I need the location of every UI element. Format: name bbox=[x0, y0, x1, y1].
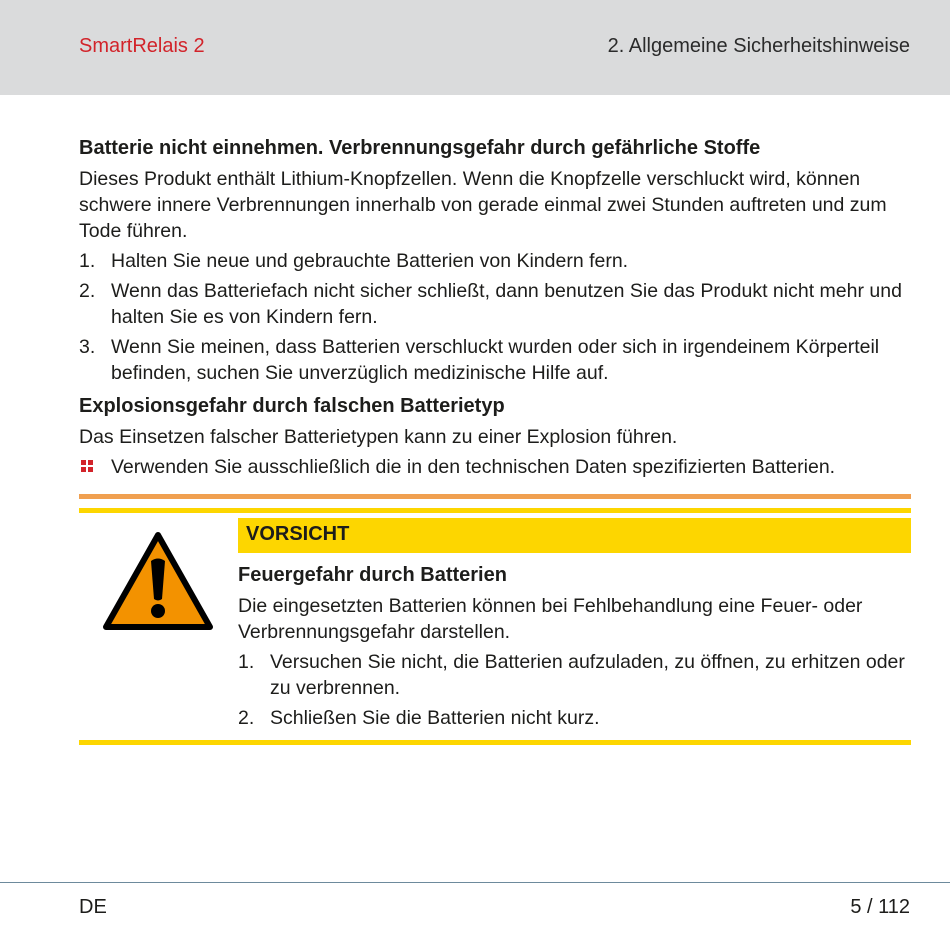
list-number: 2. bbox=[238, 707, 255, 729]
bullet-text: Verwenden Sie ausschließlich die in den technischen Daten spezifizierten Batterien. bbox=[111, 456, 836, 478]
footer-page-number: 5 / 112 bbox=[850, 896, 910, 918]
bullet-item bbox=[79, 454, 911, 480]
chapter-title: 2. Allgemeine Sicherheitshinweise bbox=[607, 35, 910, 57]
footer-rule bbox=[0, 882, 950, 883]
list-number: 1. bbox=[79, 250, 96, 272]
list-item bbox=[238, 649, 911, 701]
list-number: 3. bbox=[79, 336, 96, 358]
list-item bbox=[79, 334, 911, 386]
footer-language: DE bbox=[79, 896, 107, 918]
list-text: Schließen Sie die Batterien nicht kurz. bbox=[270, 707, 600, 729]
red-square-bullet-icon bbox=[81, 460, 93, 472]
list-text: Halten Sie neue und gebrauchte Batterien von Kindern fern. bbox=[111, 250, 629, 272]
list-number: 1. bbox=[238, 651, 255, 673]
caution-label: VORSICHT bbox=[246, 523, 350, 545]
separator-rule bbox=[79, 494, 911, 499]
list-text: Versuchen Sie nicht, die Batterien aufzuladen, zu öffnen, zu erhitzen oder zu verbrennen. bbox=[270, 651, 905, 699]
list-number: 2. bbox=[79, 280, 96, 302]
list-text: Wenn das Batteriefach nicht sicher schließt, dann benutzen Sie das Produkt nicht mehr und halten Sie es von Kindern fern. bbox=[111, 280, 902, 328]
section-heading-explosion: Explosionsgefahr durch falschen Batterietyp bbox=[79, 395, 505, 417]
main-content bbox=[79, 134, 911, 480]
warning-triangle-icon bbox=[102, 531, 214, 631]
caution-paragraph: Die eingesetzten Batterien können bei Fehlbehandlung eine Feuer- oder Verbrennungsgefahr darstellen. bbox=[238, 595, 863, 643]
caution-heading: Feuergefahr durch Batterien bbox=[238, 564, 507, 586]
brand-title: SmartRelais 2 bbox=[79, 35, 205, 57]
list-text: Wenn Sie meinen, dass Batterien verschluckt wurden oder sich in irgendeinem Körperteil befinden, suchen Sie unverzüglich medizinische Hilfe auf. bbox=[111, 336, 880, 384]
caution-top-rule bbox=[79, 508, 911, 513]
page-header bbox=[0, 0, 950, 95]
list-item bbox=[79, 278, 911, 330]
caution-instruction-list bbox=[238, 649, 911, 731]
caution-banner bbox=[238, 518, 911, 553]
caution-bottom-rule bbox=[79, 740, 911, 745]
section-heading-battery-swallow: Batterie nicht einnehmen. Verbrennungsgefahr durch gefährliche Stoffe bbox=[79, 137, 761, 159]
section-paragraph-battery-swallow: Dieses Produkt enthält Lithium-Knopfzellen. Wenn die Knopfzelle verschluckt wird, können schwere innere Verbrennungen innerhalb von gerade einmal zwei Stunden auftreten und zum Tode führen. bbox=[79, 168, 887, 242]
caution-content bbox=[238, 561, 911, 735]
instruction-list-battery-swallow bbox=[79, 248, 911, 386]
list-item bbox=[238, 705, 911, 731]
list-item bbox=[79, 248, 911, 274]
section-paragraph-explosion: Das Einsetzen falscher Batterietypen kann zu einer Explosion führen. bbox=[79, 426, 678, 448]
